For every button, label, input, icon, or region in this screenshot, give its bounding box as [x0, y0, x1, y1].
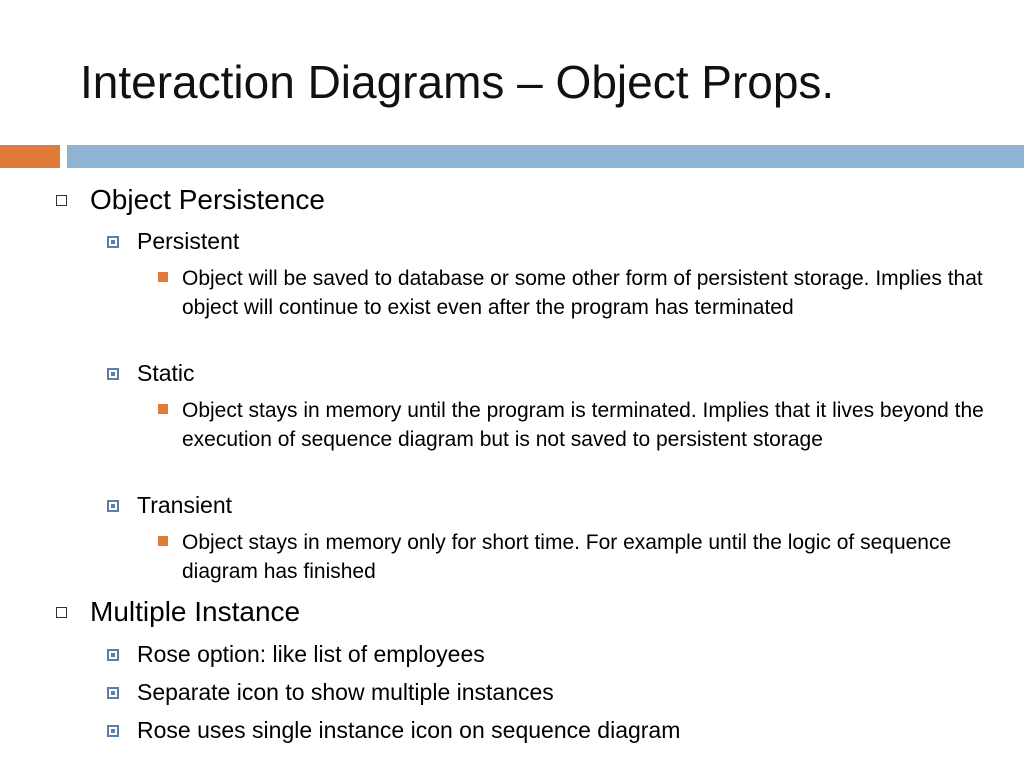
square-bullet-icon [107, 236, 119, 248]
detail-transient: Object stays in memory only for short time. For example until the logic of sequence diagram has finished [182, 531, 952, 583]
sub-item-static: Static [137, 360, 195, 386]
detail-static: Object stays in memory until the program is terminated. Implies that it lives beyond the execution of sequence diagram but is not saved to persistent storage [182, 399, 984, 451]
hollow-square-bullet-icon [56, 607, 67, 618]
sub-item-transient: Transient [137, 492, 233, 518]
square-bullet-icon [107, 500, 119, 512]
title-accent-bar-orange [0, 145, 60, 168]
sub-item-single-instance-icon: Rose uses single instance icon on sequence diagram [137, 717, 681, 743]
sub-item-persistent: Persistent [137, 228, 240, 254]
filled-square-bullet-icon [158, 404, 168, 414]
title-accent-bar-blue [67, 145, 1024, 168]
slide-title: Interaction Diagrams – Object Props. [80, 56, 835, 108]
section-heading-multiple-instance: Multiple Instance [90, 596, 301, 627]
detail-persistent: Object will be saved to database or some other form of persistent storage. Implies that object will continue to exist even after the program has terminated [182, 267, 983, 319]
sub-item-rose-option: Rose option: like list of employees [137, 641, 485, 667]
square-bullet-icon [107, 725, 119, 737]
filled-square-bullet-icon [158, 272, 168, 282]
sub-item-separate-icon: Separate icon to show multiple instances [137, 679, 554, 705]
square-bullet-icon [107, 368, 119, 380]
section-heading-object-persistence: Object Persistence [90, 184, 325, 215]
filled-square-bullet-icon [158, 536, 168, 546]
square-bullet-icon [107, 687, 119, 699]
hollow-square-bullet-icon [56, 195, 67, 206]
square-bullet-icon [107, 649, 119, 661]
